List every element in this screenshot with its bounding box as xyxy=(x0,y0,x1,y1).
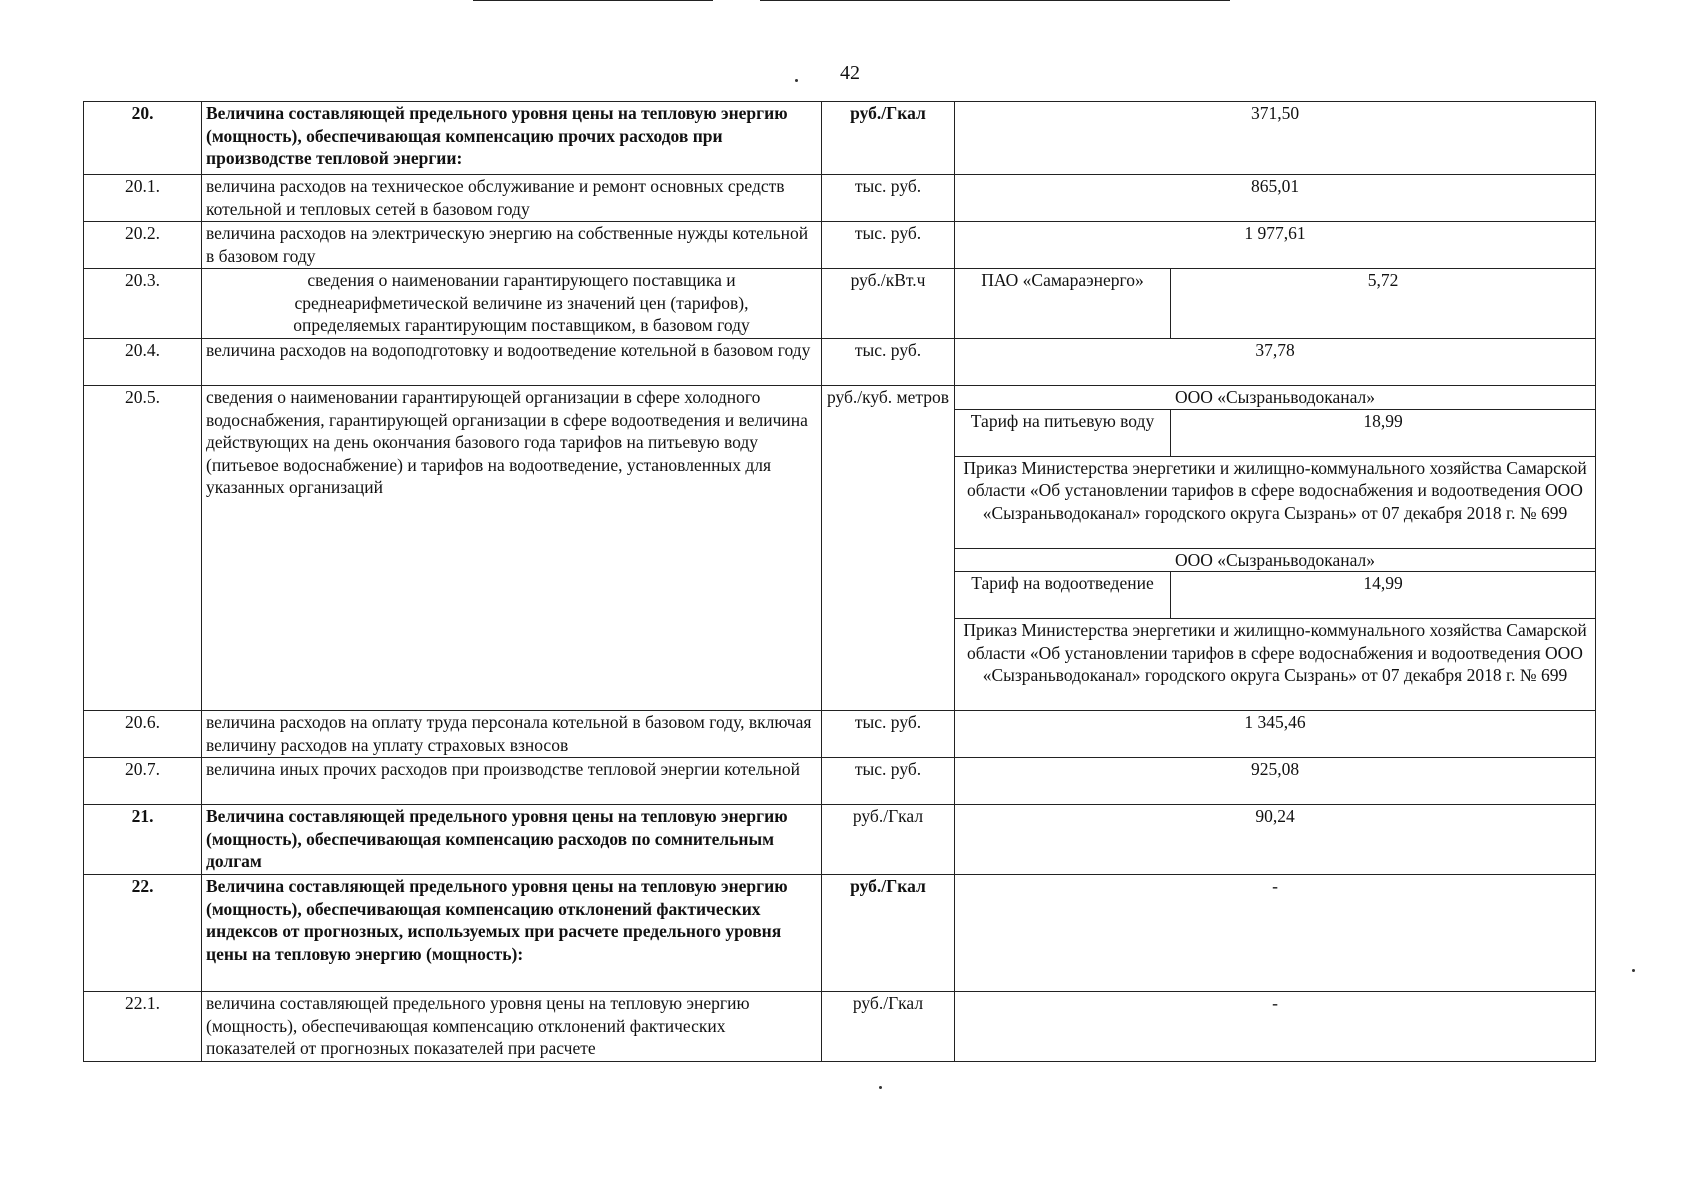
row-description: Величина составляющей предельного уровня цены на тепловую энергию (мощность), обеспечивающая компенсацию отклонений фактических индексов от прогнозных, используемых при расчете предельного уровня цены на тепловую энергию (мощность): xyxy=(202,875,822,992)
table-row xyxy=(84,175,1596,222)
table-row xyxy=(84,992,1596,1062)
row-description: величина расходов на электрическую энергию на собственные нужды котельной в базовом году xyxy=(202,222,822,269)
row-unit: тыс. руб. xyxy=(822,758,955,805)
top-line-right xyxy=(760,0,1230,1)
tariff-table xyxy=(83,101,1596,1062)
row-value: 5,72 xyxy=(1171,269,1596,339)
table-row xyxy=(84,875,1596,992)
tariff-table-wrapper xyxy=(83,101,1595,1062)
top-line-left xyxy=(473,0,713,1)
table-row xyxy=(84,102,1596,175)
row-description: величина расходов на техническое обслуживание и ремонт основных средств котельной и тепловых сетей в базовом году xyxy=(202,175,822,222)
row-unit: руб./Гкал xyxy=(822,875,955,992)
row-number: 22. xyxy=(84,875,202,992)
row-value: 1 977,61 xyxy=(955,222,1596,269)
row-number: 22.1. xyxy=(84,992,202,1062)
table-row xyxy=(84,269,1596,339)
row-description: величина расходов на оплату труда персонала котельной в базовом году, включая величину расходов на уплату страховых взносов xyxy=(202,711,822,758)
row-unit: руб./куб. метров xyxy=(822,386,955,711)
row-description: сведения о наименовании гарантирующей организации в сфере холодного водоснабжения, гарантирующей организации в сфере водоотведения и величина действующих на день окончания базового года тарифов на питьевую воду (питьевое водоснабжение) и тарифов на водоотведение, установленных для указанных организаций xyxy=(202,386,822,711)
page-number: 42 xyxy=(840,62,860,84)
top-cropped-lines xyxy=(0,0,1699,4)
row-unit: руб./Гкал xyxy=(822,805,955,875)
row-number: 20. xyxy=(84,102,202,175)
row-value: - xyxy=(955,875,1596,992)
sewer-order-text: Приказ Министерства энергетики и жилищно-коммунального хозяйства Самарской области «Об установлении тарифов в сфере водоснабжения и водоотведения ООО «Сызраньводоканал» городского округа Сызрань» от 07 декабря 2018 г. № 699 xyxy=(955,619,1596,711)
row-value: 90,24 xyxy=(955,805,1596,875)
row-description: Величина составляющей предельного уровня цены на тепловую энергию (мощность), обеспечивающая компенсацию прочих расходов при производстве тепловой энергии: xyxy=(202,102,822,175)
sewer-tariff-label: Тариф на водоотведение xyxy=(955,572,1171,619)
row-number: 20.4. xyxy=(84,339,202,386)
row-unit: тыс. руб. xyxy=(822,175,955,222)
row-number: 20.2. xyxy=(84,222,202,269)
water-tariff-value: 18,99 xyxy=(1171,409,1596,456)
sewer-tariff-value: 14,99 xyxy=(1171,572,1596,619)
row-number: 20.6. xyxy=(84,711,202,758)
row-unit: руб./Гкал xyxy=(822,102,955,175)
water-org-name: ООО «Сызраньводоканал» xyxy=(955,386,1596,410)
row-description: величина составляющей предельного уровня цены на тепловую энергию (мощность), обеспечивающая компенсацию отклонений фактических показателей от прогнозных показателей при расчете xyxy=(202,992,822,1062)
row-value: - xyxy=(955,992,1596,1062)
row-description: Величина составляющей предельного уровня цены на тепловую энергию (мощность), обеспечивающая компенсацию расходов по сомнительным долгам xyxy=(202,805,822,875)
table-row xyxy=(84,222,1596,269)
speck xyxy=(795,79,798,82)
row-value: 925,08 xyxy=(955,758,1596,805)
supplier-name: ПАО «Самараэнерго» xyxy=(955,269,1171,339)
speck xyxy=(879,1086,882,1089)
row-unit: руб./кВт.ч xyxy=(822,269,955,339)
table-row xyxy=(84,758,1596,805)
row-value: 1 345,46 xyxy=(955,711,1596,758)
row-unit: руб./Гкал xyxy=(822,992,955,1062)
table-row xyxy=(84,386,1596,410)
row-unit: тыс. руб. xyxy=(822,339,955,386)
table-row xyxy=(84,711,1596,758)
row-value: 37,78 xyxy=(955,339,1596,386)
row-number: 21. xyxy=(84,805,202,875)
row-number: 20.7. xyxy=(84,758,202,805)
table-row xyxy=(84,805,1596,875)
water-tariff-label: Тариф на питьевую воду xyxy=(955,409,1171,456)
row-unit: тыс. руб. xyxy=(822,222,955,269)
speck xyxy=(1632,969,1635,972)
row-number: 20.3. xyxy=(84,269,202,339)
water-order-text: Приказ Министерства энергетики и жилищно-коммунального хозяйства Самарской области «Об установлении тарифов в сфере водоснабжения и водоотведения ООО «Сызраньводоканал» городского округа Сызрань» от 07 декабря 2018 г. № 699 xyxy=(955,456,1596,548)
row-description: величина расходов на водоподготовку и водоотведение котельной в базовом году xyxy=(202,339,822,386)
row-unit: тыс. руб. xyxy=(822,711,955,758)
row-number: 20.1. xyxy=(84,175,202,222)
table-row xyxy=(84,339,1596,386)
row-value: 371,50 xyxy=(955,102,1596,175)
row-value: 865,01 xyxy=(955,175,1596,222)
sewer-org-name: ООО «Сызраньводоканал» xyxy=(955,548,1596,572)
row-number: 20.5. xyxy=(84,386,202,711)
row-description: сведения о наименовании гарантирующего поставщика и среднеарифметической величине из значений цен (тарифов), определяемых гарантирующим поставщиком, в базовом году xyxy=(202,269,822,339)
row-description: величина иных прочих расходов при производстве тепловой энергии котельной xyxy=(202,758,822,805)
